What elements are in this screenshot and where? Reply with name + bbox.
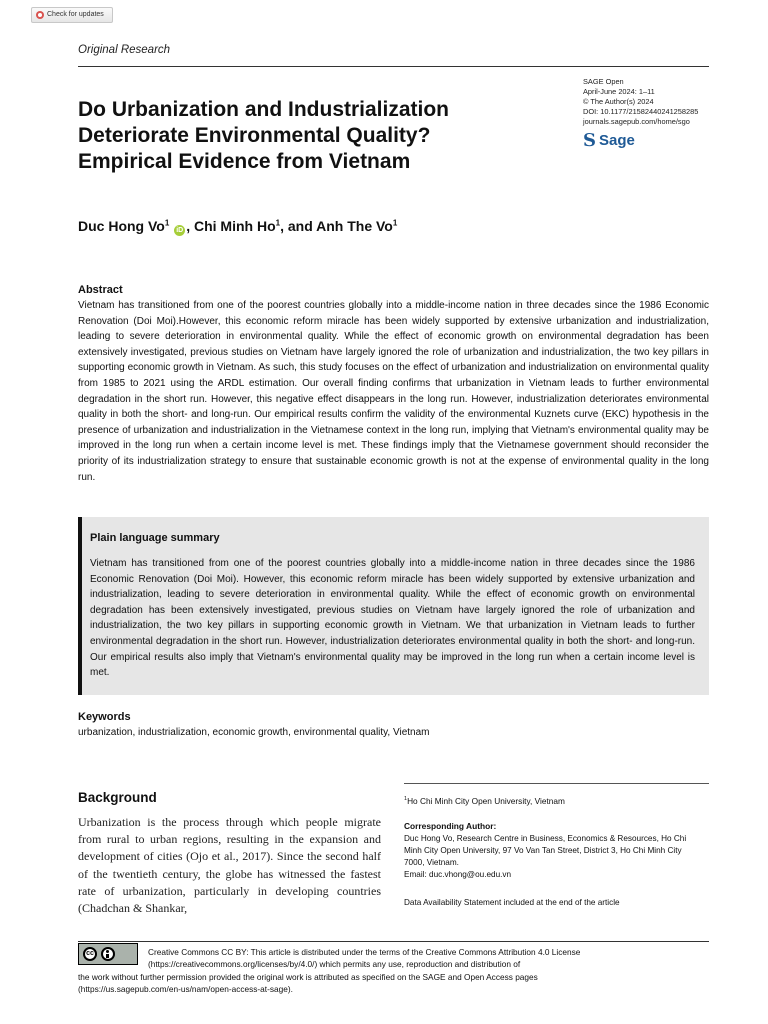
sage-logo (583, 130, 635, 151)
keywords-text: urbanization, industrialization, economic growth, environmental quality, Vietnam (78, 727, 430, 738)
plain-language-text: Vietnam has transitioned from one of the poorest countries globally into a middle-income nation in three decades since the 1986 Economic Renovation (Doi Moi). However, this economic reform miracle has been widely supported by extensive urbanization and industrialization, leading to severe deterioration in environmental quality. While the effect of economic growth on environmental degradation has been extensively investigated, previous studies on Vietnam have largely ignored the role of urbanization and industrialization, the two key pillars in supporting economic growth in Vietnam. We that urbanization in Vietnam leads to further environmental degradation in the short run. However, industrialization deteriorates environmental quality in both the short- and long-run. Our empirical results also imply that Vietnam's environmental quality may be improved in the long run when a certain income level is met. (90, 558, 695, 679)
author-separator: , (186, 218, 194, 234)
plain-language-bar (78, 517, 82, 695)
abstract-heading: Abstract (78, 284, 123, 296)
corresponding-heading: Corresponding Author: (404, 821, 497, 831)
article-title: Do Urbanization and Industrialization Deteriorate Environmental Quality? Empirical Evidence from Vietnam (78, 98, 450, 173)
corresponding-email[interactable]: Email: duc.vhong@ou.edu.vn (404, 870, 512, 879)
orcid-icon[interactable]: iD (176, 227, 184, 234)
cc-by-logo (78, 943, 138, 965)
header-divider (78, 66, 709, 67)
affiliation-sup: 1 (404, 796, 408, 803)
affiliation-text: Ho Chi Minh City Open University, Vietnam (407, 796, 565, 806)
abstract-text: Vietnam has transitioned from one of the poorest countries globally into a middle-income nation in three decades since the 1986 Economic Renovation (Doi Moi).However, this economic reform miracle has been widely supported by extensive urbanization and industrialization, leading to severe deterioration in environmental quality. While the effect of economic growth on environmental degradation has been extensively investigated, previous studies on Vietnam have largely ignored the role of urbanization and industrialization, the two key pillars in supporting economic growth in Vietnam. As such, this study focuses on the effect of urbanization and industrialization on environmental quality from 1985 to 2021 using the ARDL estimation. Our overall finding confirms that urbanization in Vietnam leads to further environmental degradation in the short run. However, this negative effect disappears in the long run. However, industrialization deteriorates environmental quality in both the short- and long-run. Our empirical results confirm the validity of the environmental Kuznets curve (EKC) hypothesis in the presence of urbanization and industrialization in the Vietnamese context in the long run, implying that Vietnam's environmental quality may be improved in the long run when a certain income level is met. These findings imply that the Vietnamese government should reconsider the priority of its industrialization strategy to ensure that sustainable economic growth is not at the expense of environmental quality in the long run. (78, 300, 709, 483)
journal-url[interactable]: journals.sagepub.com/home/sgo (583, 117, 690, 126)
sage-logo-text: Sage (599, 132, 635, 149)
author-affil: 1 (164, 218, 170, 228)
affiliation-note (404, 796, 565, 806)
author-affil: 1 (275, 218, 281, 228)
check-for-updates-button[interactable] (31, 7, 113, 23)
background-heading: Background (78, 790, 157, 805)
check-for-updates-label: Check for updates (47, 11, 104, 18)
sage-s-icon: S (583, 130, 596, 151)
background-text: Urbanization is the process through which people migrate from rural to urban regions, resulting in the expansion and development of cities (Ojo et al., 2017). Since the second half of the twentieth century, the globe has witnessed the fastest rate of urbanization, particularly in developing countries (Chadchan & Shankar, (78, 815, 381, 916)
section-label: Original Research (78, 44, 171, 56)
license-text-2: the work without further permission provided the original work is attributed as specified on the SAGE and Open Access pages (https://us.sagepub.com/en-us/nam/open-access-at-sage). (78, 972, 538, 995)
journal-copyright: © The Author(s) 2024 (583, 97, 654, 106)
license-text-1: Creative Commons CC BY: This article is distributed under the terms of the Creative Commons Attribution 4.0 License (https://creativecommons.org/licenses/by/4.0/) which permits any use, reproduction and distribution of (148, 947, 581, 970)
author-name[interactable]: Duc Hong Vo (78, 218, 165, 234)
footnote-divider (404, 783, 709, 784)
journal-issue: April-June 2024: 1–11 (583, 87, 655, 96)
cc-icon: cc (83, 947, 97, 961)
corresponding-address: Duc Hong Vo, Research Centre in Business, Economics & Resources, Ho Chi Minh City Open University, 97 Vo Van Tan Street, District 3, Ho Chi Minh City 7000, Vietnam. (404, 834, 687, 867)
author-separator: , and (280, 218, 317, 234)
journal-doi[interactable]: DOI: 10.1177/21582440241258285 (583, 107, 699, 116)
by-icon (101, 947, 115, 961)
data-availability: Data Availability Statement included at the end of the article (404, 898, 620, 907)
author-name[interactable]: Anh The Vo (316, 218, 393, 234)
author-list (78, 218, 397, 236)
author-name[interactable]: Chi Minh Ho (193, 218, 276, 234)
plain-language-heading: Plain language summary (90, 532, 220, 544)
license-divider (78, 941, 709, 942)
crossmark-icon (36, 11, 44, 19)
keywords-heading: Keywords (78, 711, 131, 723)
author-affil: 1 (392, 218, 398, 228)
corresponding-text (404, 833, 704, 881)
journal-info (583, 77, 723, 127)
journal-name: SAGE Open (583, 77, 624, 86)
